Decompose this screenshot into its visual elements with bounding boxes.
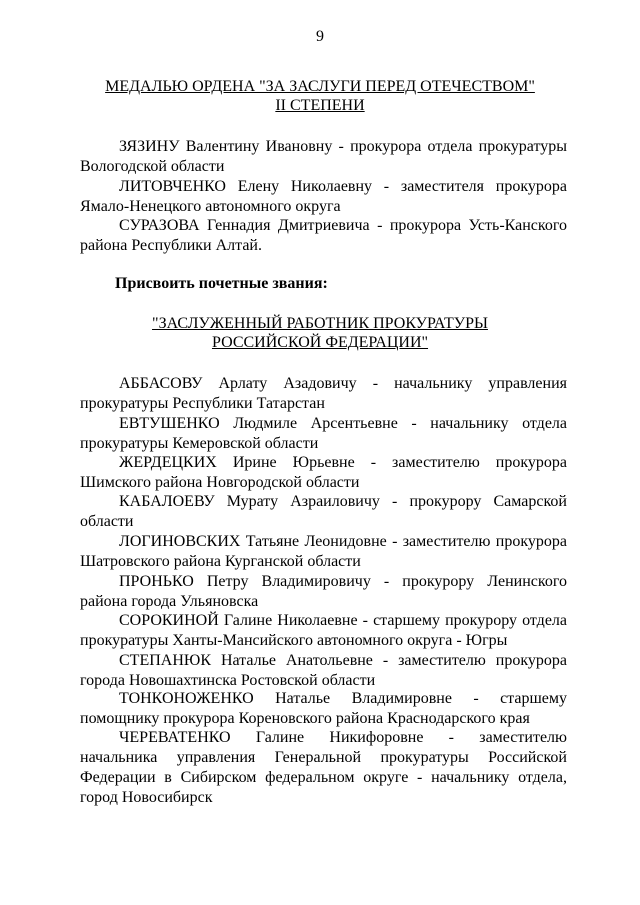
entry-continuation: Шатровского района Курганской области <box>80 553 361 570</box>
title-entry <box>80 492 567 532</box>
entry-first-line: СТЕПАНЮК Наталье Анатольевне - заместителю прокурора <box>119 652 567 669</box>
entry-continuation: Шимского района Новгородской области <box>80 474 360 491</box>
entry-first-line: КАБАЛОЕВУ Мурату Азраиловичу - прокурору Самарской <box>119 493 567 510</box>
title-entry <box>80 728 567 808</box>
entry-first-line: СОРОКИНОЙ Галине Николаевне - старшему прокурору отдела <box>119 612 567 629</box>
entry-continuation: прокуратуры Ханты-Мансийского автономного округа - Югры <box>80 632 508 649</box>
entry-continuation: Ямало-Ненецкого автономного округа <box>80 198 341 215</box>
medal-heading-line2: II СТЕПЕНИ <box>275 97 365 114</box>
entry-continuation: прокуратуры Республики Татарстан <box>80 395 325 412</box>
entry-first-line: ЛОГИНОВСКИХ Татьяне Леонидовне - заместителю прокурора <box>119 533 567 550</box>
medal-entry <box>80 137 567 177</box>
title-entry <box>80 414 567 454</box>
title-heading-line2: РОССИЙСКОЙ ФЕДЕРАЦИИ" <box>211 334 429 351</box>
title-entry <box>80 651 567 691</box>
entry-continuation: области <box>80 513 134 530</box>
entry-continuation: помощнику прокурора Кореновского района Краснодарского края <box>80 710 530 727</box>
entry-first-line: ЖЕРДЕЦКИХ Ирине Юрьевне - заместителю прокурора <box>119 454 567 471</box>
entry-first-line: СУРАЗОВА Геннадия Дмитриевича - прокурора Усть-Канского <box>119 217 567 234</box>
title-entry <box>80 453 567 493</box>
entry-continuation: начальника управления Генеральной прокуратуры Российской Федерации в Сибирском федеральном округе - начальнику отдела, город Новосибирск <box>80 749 567 806</box>
title-heading-line1: "ЗАСЛУЖЕННЫЙ РАБОТНИК ПРОКУРАТУРЫ <box>152 315 488 332</box>
title-entry <box>80 532 567 572</box>
entry-continuation: города Новошахтинска Ростовской области <box>80 672 376 689</box>
assign-heading: Присвоить почетные звания: <box>115 275 328 292</box>
entry-first-line: ПРОНЬКО Петру Владимировичу - прокурору Ленинского <box>119 573 567 590</box>
page-number: 9 <box>316 28 324 45</box>
title-entry <box>80 689 567 729</box>
entry-first-line: ТОНКОНОЖЕНКО Наталье Владимировне - старшему <box>119 690 567 707</box>
entry-continuation: района города Ульяновска <box>80 593 259 610</box>
entry-first-line: АББАСОВУ Арлату Азадовичу - начальнику управления <box>119 375 567 392</box>
entry-continuation: Вологодской области <box>80 158 225 175</box>
medal-entry <box>80 177 567 217</box>
title-entry <box>80 374 567 414</box>
medal-heading-line1: МЕДАЛЬЮ ОРДЕНА "ЗА ЗАСЛУГИ ПЕРЕД ОТЕЧЕСТВОМ" <box>105 78 535 95</box>
entry-first-line: ЧЕРЕВАТЕНКО Галине Никифоровне - заместителю <box>119 729 567 746</box>
medal-entry <box>80 216 567 256</box>
entry-first-line: ЛИТОВЧЕНКО Елену Николаевну - заместителя прокурора <box>119 178 567 195</box>
entry-continuation: прокуратуры Кемеровской области <box>80 435 319 452</box>
entry-first-line: ЕВТУШЕНКО Людмиле Арсентьевне - начальнику отдела <box>119 415 567 432</box>
title-entry <box>80 572 567 612</box>
entry-first-line: ЗЯЗИНУ Валентину Ивановну - прокурора отдела прокуратуры <box>119 138 567 155</box>
title-entry <box>80 611 567 651</box>
entry-continuation: района Республики Алтай. <box>80 237 262 254</box>
